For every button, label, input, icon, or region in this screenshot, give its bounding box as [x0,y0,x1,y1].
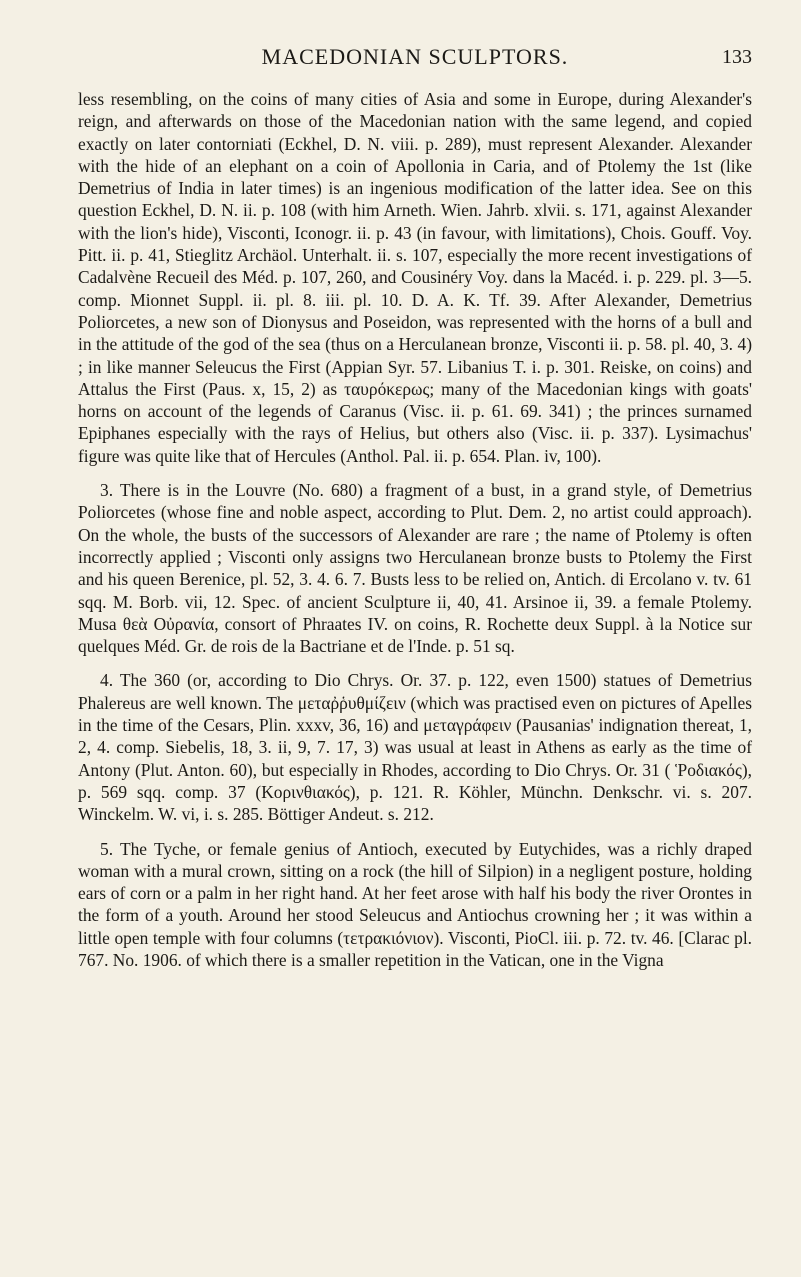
running-title: MACEDONIAN SCULPTORS. [261,44,569,69]
body-text [78,88,752,971]
paragraph-note-4: 4. The 360 (or, according to Dio Chrys. Or. 37. p. 122, even 1500) statues of Demetrius Phalereus are well known. The μεταῤῥυθμίζειν (which was practised even on pictures of Apelles in the time of the Cesars, Plin. xxxv, 36, 16) and μεταγράφειν (Pausanias' indignation thereat, 1, 2, 4. comp. Siebelis, 18, 3. ii, 9, 7. 17, 3) was usual at least in Athens as early as the time of Antony (Plut. Anton. 60), but especially in Rhodes, according to Dio Chrys. Or. 31 ( Ῥοδιακός), p. 569 sqq. comp. 37 (Κορινθιακός), p. 121. R. Köhler, Münchn. Denkschr. vi. s. 207. Winckelm. W. vi, i. s. 285. Böttiger Andeut. s. 212. [78,670,752,825]
paragraph-continuation: less resembling, on the coins of many cities of Asia and some in Europe, during Alexander's reign, and afterwards on those of the Macedonian nation with the same legend, and copied exactly on later contorniati (Eckhel, D. N. viii. p. 289), must represent Alexander. Alexander with the hide of an elephant on a coin of Apollonia in Caria, and of Ptolemy the 1st (like Demetrius of India in later times) is an ingenious modification of the latter idea. See on this question Eckhel, D. N. ii. p. 108 (with him Arneth. Wien. Jahrb. xlvii. s. 171, against Alexander with the lion's hide), Visconti, Iconogr. ii. p. 43 (in favour, with limitations), Chois. Gouff. Voy. Pitt. ii. p. 41, Stieglitz Archäol. Unterhalt. ii. s. 107, especially the more recent investigations of Cadalvène Recueil des Méd. p. 107, 260, and Cousinéry Voy. dans la Macéd. i. p. 229. pl. 3—5. comp. Mionnet Suppl. ii. pl. 8. iii. pl. 10. D. A. K. Tf. 39. After Alexander, Demetrius Poliorcetes, a new son of Dionysus and Poseidon, was represented with the horns of a bull and in the attitude of the god of the sea (thus on a Herculanean bronze, Visconti ii. p. 58. pl. 40, 3. 4) ; in like manner Seleucus the First (Appian Syr. 57. Libanius T. i. p. 301. Reiske, on coins) and Attalus the First (Paus. x, 15, 2) as ταυρόκερως; many of the Macedonian kings with goats' horns on account of the legends of Caranus (Visc. ii. p. 61. 69. 341) ; the princes surnamed Epiphanes especially with the rays of Helius, but others also (Visc. ii. p. 337). Lysimachus' figure was quite like that of Hercules (Anthol. Pal. ii. p. 654. Plan. iv, 100). [78,89,752,466]
paragraph-note-3: 3. There is in the Louvre (No. 680) a fragment of a bust, in a grand style, of Demetrius Poliorcetes (whose fine and noble aspect, according to Plut. Dem. 2, no artist could approach). On the whole, the busts of the successors of Alexander are rare ; the name of Ptolemy is often incorrectly applied ; Visconti only assigns two Herculanean bronze busts to Ptolemy the First and his queen Berenice, pl. 52, 3. 4. 6. 7. Busts less to be relied on, Antich. di Ercolano v. tv. 61 sqq. M. Borb. vii, 12. Spec. of ancient Sculpture ii, 40, 41. Arsinoe ii, 39. a female Ptolemy. Musa θεὰ Οὐρανία, consort of Phraates IV. on coins, R. Rochette deux Suppl. à la Notice sur quelques Méd. Gr. de rois de la Bactriane et de l'Inde. p. 51 sq. [78,480,752,657]
page-number: 133 [722,46,752,68]
running-head [78,44,752,74]
paragraph-note-5: 5. The Tyche, or female genius of Antioch, executed by Eutychides, was a richly draped woman with a mural crown, sitting on a rock (the hill of Silpion) in a negligent posture, holding ears of corn or a palm in her right hand. At her feet arose with half his body the river Orontes in the form of a youth. Around her stood Seleucus and Antiochus crowning her ; it was within a little open temple with four columns (τετρακιόνιον). Visconti, PioCl. iii. p. 72. tv. 46. [Clarac pl. 767. No. 1906. of which there is a smaller repetition in the Vatican, one in the Vigna [78,838,752,970]
